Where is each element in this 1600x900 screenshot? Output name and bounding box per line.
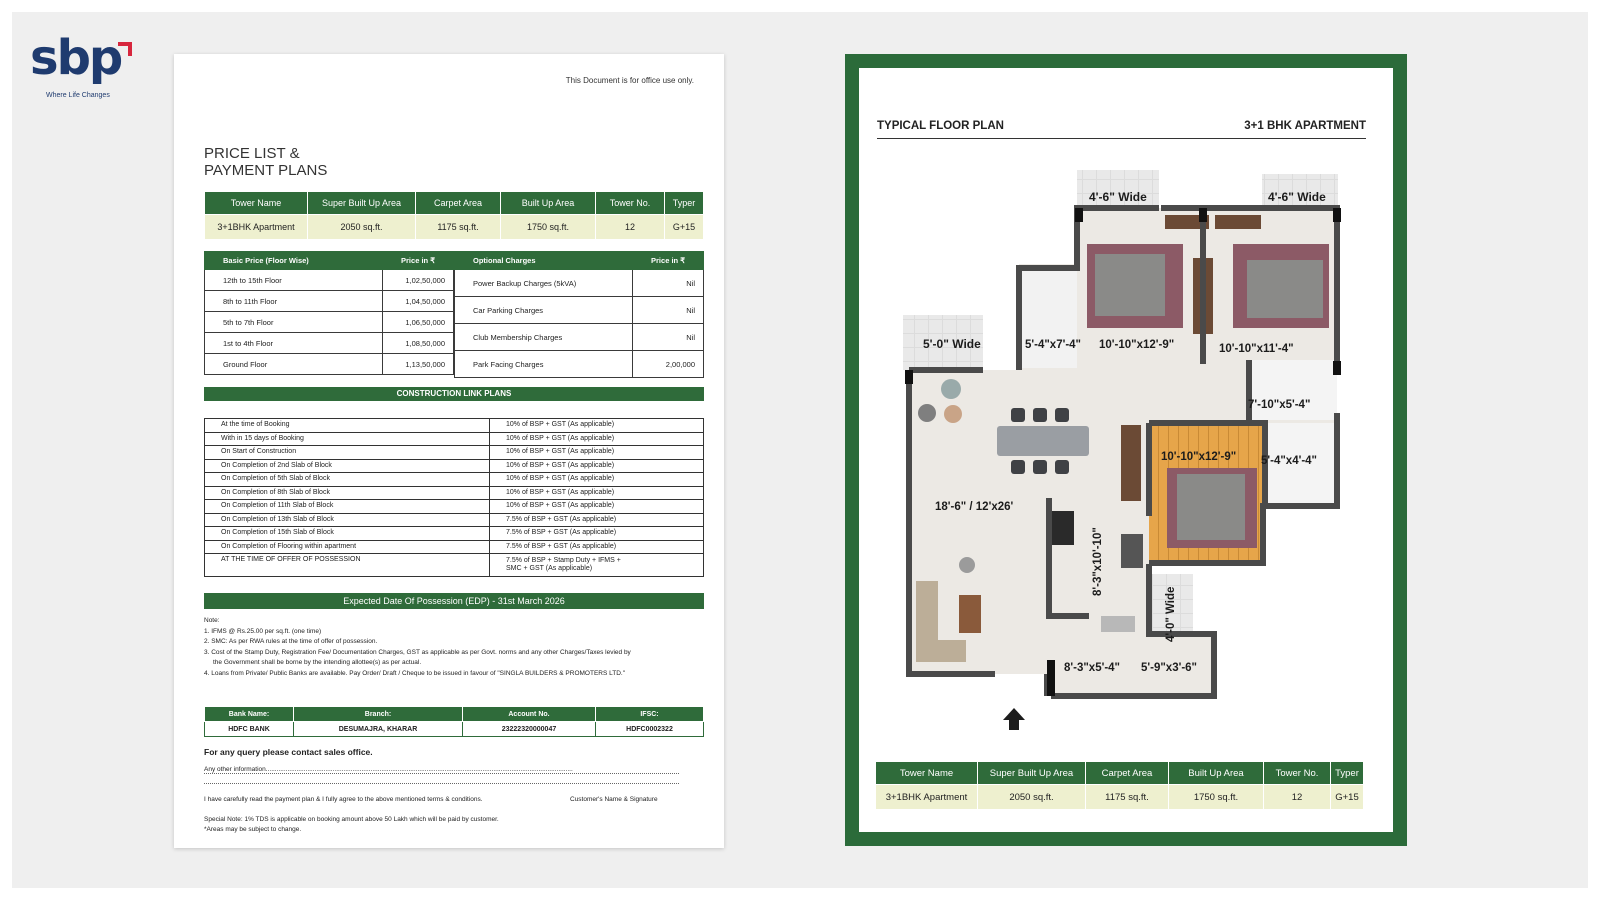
- table-row: [205, 500, 704, 514]
- table-row: [205, 291, 454, 312]
- areas-note: *Areas may be subject to change.: [204, 826, 302, 833]
- special-note: [204, 815, 499, 835]
- floor-plan-subtitle: 3+1 BHK APARTMENT: [1244, 120, 1366, 132]
- milestone: With in 15 days of Booking: [205, 432, 490, 446]
- table-row: [205, 215, 704, 240]
- table-row: [455, 297, 704, 324]
- kitchen-label: 8'-3"x10'-10": [1092, 527, 1104, 596]
- col-tower-name: Tower Name: [876, 762, 978, 785]
- cell: 3+1BHK Apartment: [205, 215, 308, 240]
- notes-title: Note:: [204, 617, 220, 624]
- floor-price: 1,08,50,000: [383, 333, 454, 354]
- dotted-line: [204, 783, 679, 784]
- bank-name: HDFC BANK: [205, 722, 294, 737]
- charge-price: 2,00,000: [633, 351, 704, 378]
- title-line-1: PRICE LIST &: [204, 145, 300, 162]
- construction-link-header: CONSTRUCTION LINK PLANS: [204, 387, 704, 401]
- milestone-amount: 7.5% of BSP + GST (As applicable): [490, 513, 704, 527]
- toilet-1: [1019, 268, 1077, 368]
- table-row: [205, 540, 704, 554]
- cell: 1175 sq.ft.: [416, 215, 501, 240]
- basic-price-table: [204, 251, 454, 375]
- account-no: 23222320000047: [463, 722, 596, 737]
- note-item: 4. Loans from Private/ Public Banks are available. Pay Order/ Draft / Cheque to be issued in favour of "SINGLA BUILDERS & PROMOTERS LTD.": [204, 669, 626, 677]
- milestone-amount: 7.5% of BSP + GST (As applicable): [490, 527, 704, 541]
- milestone: AT THE TIME OF OFFER OF POSSESSION: [205, 554, 490, 577]
- wall-column: [1333, 208, 1341, 222]
- branch-header: Branch:: [294, 707, 463, 722]
- milestone: On Completion of Flooring within apartment: [205, 540, 490, 554]
- milestone: On Completion of 2nd Slab of Block: [205, 459, 490, 473]
- cell: 12: [596, 215, 665, 240]
- milestone: On Completion of 5th Slab of Block: [205, 473, 490, 487]
- sink: [1101, 616, 1135, 632]
- charge-name: Club Membership Charges: [455, 324, 633, 351]
- cell: 12: [1264, 785, 1331, 810]
- table-row: [205, 554, 704, 577]
- cell: 2050 sq.ft.: [308, 215, 416, 240]
- balcony-1-label: 4'-6" Wide: [1089, 190, 1147, 204]
- col-super-built-up: Super Built Up Area: [308, 192, 416, 215]
- milestone: On Completion of 13th Slab of Block: [205, 513, 490, 527]
- milestone-amount: [490, 554, 704, 577]
- wall-column: [1333, 361, 1341, 375]
- table-row: [205, 432, 704, 446]
- table-row: [205, 527, 704, 541]
- logo-wordmark: sbp: [30, 30, 122, 86]
- table-row: [205, 473, 704, 487]
- price-header: Price in ₹: [633, 252, 704, 270]
- bedroom-2-label: 10'-10"x11'-4": [1219, 343, 1294, 355]
- floor-range: Ground Floor: [205, 354, 383, 375]
- agreement-text: I have carefully read the payment plan & I fully agree to the above mentioned terms & conditions.: [204, 796, 483, 803]
- tds-note: Special Note: 1% TDS is applicable on booking amount above 50 Lakh which will be paid by customer.: [204, 816, 499, 823]
- col-typer: Typer: [665, 192, 704, 215]
- col-built-up: Built Up Area: [1169, 762, 1264, 785]
- ifsc-header: IFSC:: [596, 707, 704, 722]
- price-header: Price in ₹: [383, 252, 454, 270]
- milestone: On Completion of 15th Slab of Block: [205, 527, 490, 541]
- table-row: [205, 312, 454, 333]
- sofa-arm: [916, 640, 966, 662]
- milestone-amount: 10% of BSP + GST (As applicable): [490, 446, 704, 460]
- logo-accent-icon: [118, 42, 132, 56]
- optional-charges-table: [454, 251, 704, 378]
- charge-price: Nil: [633, 270, 704, 297]
- dining-table: [997, 426, 1089, 456]
- col-typer: Typer: [1331, 762, 1364, 785]
- table-row: [455, 270, 704, 297]
- price-tables: [204, 251, 704, 375]
- milestone-amount: 10% of BSP + GST (As applicable): [490, 432, 704, 446]
- bed-3: [1177, 474, 1245, 540]
- table-row: [205, 354, 454, 375]
- cell: 3+1BHK Apartment: [876, 785, 978, 810]
- cell: 1750 sq.ft.: [1169, 785, 1264, 810]
- hob: [1121, 534, 1143, 568]
- toilet-3-label: 5'-4"x4'-4": [1261, 455, 1318, 467]
- toilet-1-label: 5'-4"x7'-4": [1025, 339, 1082, 351]
- floor-plan-summary-table: [875, 761, 1364, 810]
- account-header: Account No.: [463, 707, 596, 722]
- milestone-amount: 10% of BSP + GST (As applicable): [490, 473, 704, 487]
- cell: 1750 sq.ft.: [501, 215, 596, 240]
- charge-name: Park Facing Charges: [455, 351, 633, 378]
- branch: DESUMAJRA, KHARAR: [294, 722, 463, 737]
- fridge: [1052, 511, 1074, 545]
- bank-name-header: Bank Name:: [205, 707, 294, 722]
- bed-1: [1095, 254, 1165, 316]
- col-tower-no: Tower No.: [1264, 762, 1331, 785]
- customer-signature-label: Customer's Name & Signature: [570, 796, 658, 803]
- chair-3: [944, 405, 962, 423]
- wall-column: [1199, 208, 1207, 222]
- logo-tagline: Where Life Changes: [46, 92, 110, 99]
- toilet-2-label: 7'-10"x5'-4": [1248, 399, 1311, 411]
- col-tower-no: Tower No.: [596, 192, 665, 215]
- amount-line-1: 7.5% of BSP + Stamp Duty + IFMS +: [506, 557, 621, 564]
- col-tower-name: Tower Name: [205, 192, 308, 215]
- cell: 2050 sq.ft.: [978, 785, 1086, 810]
- toilet-2: [1249, 360, 1337, 420]
- floor-plan-sheet: [859, 68, 1393, 832]
- wardrobe-4: [1121, 425, 1141, 501]
- note-item: 2. SMC: As per RWA rules at the time of offer of possession.: [204, 638, 378, 645]
- chair-2: [918, 404, 936, 422]
- other-info-line: Any other information..........................................................................................................................................................................: [204, 766, 679, 774]
- table-row: [205, 446, 704, 460]
- table-row: [205, 270, 454, 291]
- price-list-document: [174, 54, 724, 848]
- milestone-amount: 7.5% of BSP + GST (As applicable): [490, 540, 704, 554]
- col-super-built-up: Super Built Up Area: [978, 762, 1086, 785]
- amount-line-2: SMC + GST (As applicable): [506, 565, 593, 572]
- table-row: [876, 785, 1364, 810]
- office-use-note: This Document is for office use only.: [565, 76, 694, 85]
- milestone: At the time of Booking: [205, 419, 490, 433]
- charge-name: Car Parking Charges: [455, 297, 633, 324]
- floor-plan-panel: [845, 54, 1407, 846]
- note-item: 1. IFMS @ Rs.25.00 per sq.ft. (one time): [204, 627, 322, 635]
- charge-price: Nil: [633, 297, 704, 324]
- note-item: 3. Cost of the Stamp Duty, Registration Fee/ Documentation Charges, GST as applicable as per Govt. norms and any other Charges/Taxes levied by: [204, 648, 631, 656]
- wall-column: [1047, 660, 1055, 696]
- milestone-amount: 10% of BSP + GST (As applicable): [490, 459, 704, 473]
- floor-plan-drawing: [859, 68, 1393, 758]
- possession-date-banner: Expected Date Of Possession (EDP) - 31st March 2026: [204, 593, 704, 609]
- floor-plan-title: TYPICAL FLOOR PLAN: [877, 120, 1004, 132]
- note-item: the Government shall be borne by the intending allottee(s) as per actual.: [213, 659, 422, 666]
- table-row: [455, 324, 704, 351]
- wall-column: [905, 370, 913, 384]
- balcony-2-label: 4'-6" Wide: [1268, 190, 1326, 204]
- cell: 1175 sq.ft.: [1086, 785, 1169, 810]
- query-note: For any query please contact sales office.: [204, 747, 373, 757]
- cell: G+15: [665, 215, 704, 240]
- living-dining-label: 18'-6" / 12'x26': [935, 501, 1014, 513]
- floor-range: 12th to 15th Floor: [205, 270, 383, 291]
- table-row: [455, 351, 704, 378]
- store-label: 8'-3"x5'-4": [1064, 662, 1121, 674]
- bedroom-1-label: 10'-10"x12'-9": [1099, 339, 1175, 351]
- table-row: [205, 722, 704, 737]
- floor-price: 1,02,50,000: [383, 270, 454, 291]
- coffee-table: [959, 595, 981, 633]
- ifsc: HDFC0002322: [596, 722, 704, 737]
- entrance-arrow-icon: [1003, 708, 1025, 730]
- unit-summary-table: [204, 191, 704, 240]
- bed-2: [1247, 260, 1323, 318]
- col-built-up: Built Up Area: [501, 192, 596, 215]
- side-chair: [959, 557, 975, 573]
- floor-price: 1,04,50,000: [383, 291, 454, 312]
- milestone-amount: 10% of BSP + GST (As applicable): [490, 486, 704, 500]
- optional-charges-header: Optional Charges: [455, 252, 633, 270]
- utility-label: 5'-9"x3'-6": [1141, 662, 1198, 674]
- wardrobe-2: [1215, 215, 1261, 229]
- bedroom-3-label: 10'-10"x12'-9": [1161, 451, 1237, 463]
- construction-link-table: [204, 418, 704, 577]
- table-row: [205, 333, 454, 354]
- table-row: [205, 419, 704, 433]
- cell: G+15: [1331, 785, 1364, 810]
- floor-range: 8th to 11th Floor: [205, 291, 383, 312]
- table-row: [205, 513, 704, 527]
- bank-details-table: [204, 706, 704, 737]
- floor-price: 1,13,50,000: [383, 354, 454, 375]
- sbp-logo: [30, 30, 140, 106]
- table-row: [205, 459, 704, 473]
- title-line-2: PAYMENT PLANS: [204, 162, 328, 179]
- chair-1: [941, 379, 961, 399]
- balcony-3-label: 5'-0" Wide: [923, 337, 981, 351]
- document-title: [204, 145, 327, 179]
- milestone: On Completion of 8th Slab of Block: [205, 486, 490, 500]
- col-carpet-area: Carpet Area: [1086, 762, 1169, 785]
- charge-name: Power Backup Charges (5kVA): [455, 270, 633, 297]
- milestone: On Start of Construction: [205, 446, 490, 460]
- floor-range: 5th to 7th Floor: [205, 312, 383, 333]
- table-row: [205, 486, 704, 500]
- balcony-4-label: 4'-0" Wide: [1165, 586, 1177, 642]
- milestone: On Completion of 11th Slab of Block: [205, 500, 490, 514]
- basic-price-header: Basic Price (Floor Wise): [205, 252, 383, 270]
- col-carpet-area: Carpet Area: [416, 192, 501, 215]
- wall-column: [1075, 208, 1083, 222]
- floor-range: 1st to 4th Floor: [205, 333, 383, 354]
- floor-price: 1,06,50,000: [383, 312, 454, 333]
- charge-price: Nil: [633, 324, 704, 351]
- milestone-amount: 10% of BSP + GST (As applicable): [490, 500, 704, 514]
- milestone-amount: 10% of BSP + GST (As applicable): [490, 419, 704, 433]
- notes: [204, 616, 631, 679]
